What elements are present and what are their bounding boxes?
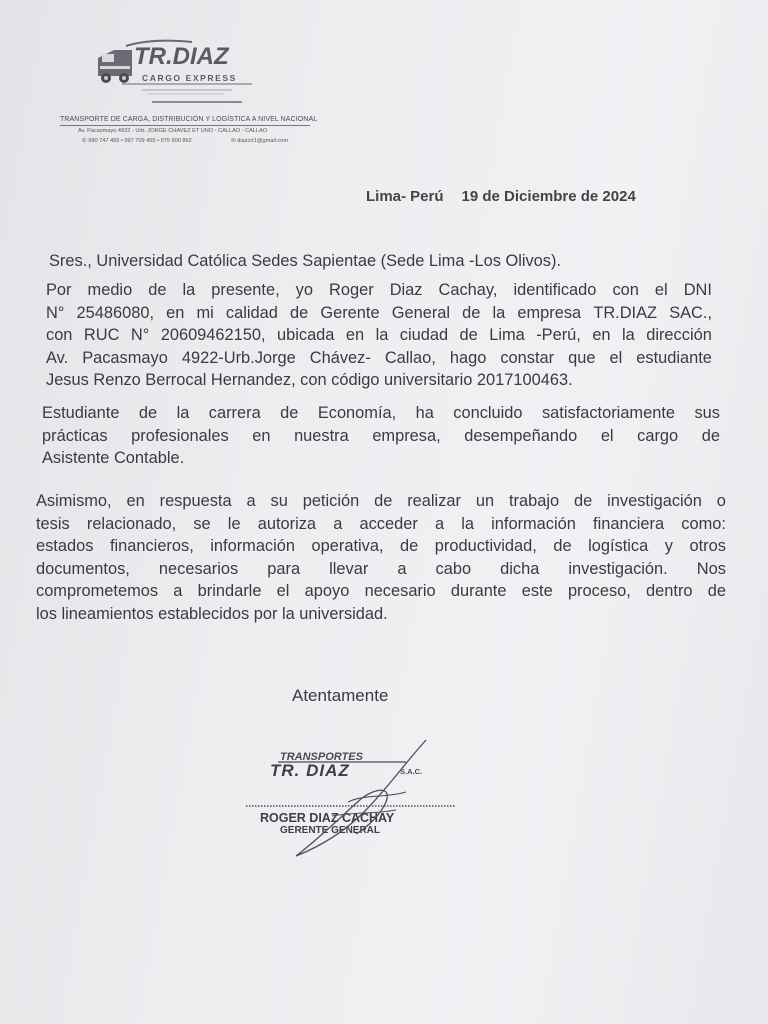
date-place: Lima- Perú	[366, 188, 444, 205]
word: la	[492, 303, 506, 322]
word: como:	[681, 514, 726, 533]
word: carrera	[208, 404, 261, 422]
word: estudiante	[636, 348, 712, 367]
word: 25486080,	[76, 303, 155, 322]
word: el	[609, 348, 623, 367]
word: de	[280, 404, 299, 422]
word: de	[290, 303, 309, 322]
word: cabo	[435, 559, 472, 578]
word: de	[701, 426, 720, 445]
word: y	[664, 537, 673, 555]
word: a	[434, 514, 445, 533]
word: empresa,	[372, 426, 441, 445]
text-line	[42, 425, 720, 448]
letterhead-email: ✉ diazcrt1@gmail.com	[231, 138, 289, 144]
word: en	[592, 326, 611, 344]
letterhead-phones: ✆ 990 747 455 • 997 709 455 • 975 900 862	[82, 138, 192, 144]
word: empresa	[517, 303, 582, 322]
word: identificado	[513, 281, 597, 299]
stamp-company-name: TR. DIAZ	[270, 761, 350, 780]
word: para	[267, 559, 301, 578]
word: otros	[689, 537, 726, 555]
word: su	[270, 492, 288, 510]
word: comprometemos	[36, 582, 159, 600]
letterhead-divider	[60, 125, 310, 126]
word: yo	[295, 281, 313, 299]
word: logística	[588, 537, 649, 555]
word: relacionado,	[86, 514, 177, 533]
paragraph-authorization	[36, 490, 726, 625]
word: sus	[694, 404, 720, 422]
word: trabajo	[508, 492, 560, 510]
word: llevar	[329, 559, 369, 578]
word: ha	[415, 404, 434, 422]
word: financieros,	[109, 537, 194, 555]
word: el	[654, 281, 668, 299]
word: Pacasmayo	[82, 348, 168, 367]
signature-stamp	[236, 732, 476, 862]
salutation: Sres., Universidad Católica Sedes Sapientae (Sede Lima -Los Olivos).	[49, 252, 561, 270]
word: a	[246, 492, 256, 510]
text-line	[36, 580, 726, 603]
text-line: Asistente Contable.	[42, 449, 185, 467]
word: Gerente	[320, 303, 380, 322]
word: hago	[449, 348, 487, 367]
word: este	[521, 582, 553, 600]
word: presente,	[211, 281, 280, 299]
text-line: Jesus Renzo Berrocal Hernandez, con código universitario 2017100463.	[46, 371, 573, 389]
word: la	[622, 326, 635, 344]
text-line	[42, 402, 720, 425]
word: que	[568, 348, 596, 367]
word: Chávez-	[309, 348, 371, 367]
word: de	[138, 404, 158, 422]
word: TR.DIAZ	[593, 303, 658, 322]
word: o	[716, 492, 726, 510]
word: N°	[130, 326, 150, 344]
word: le	[227, 514, 241, 533]
word: realizar	[407, 492, 461, 510]
word: de	[553, 537, 572, 555]
word: productividad,	[434, 537, 537, 555]
text-line: los lineamientos establecidos por la universidad.	[36, 604, 388, 623]
word: necesarios	[158, 559, 239, 578]
word: investigación.	[568, 559, 668, 578]
text-line	[46, 279, 712, 302]
word: el	[600, 426, 614, 445]
word: General	[391, 303, 451, 322]
word: 4922-Urb.Jorge	[181, 348, 296, 367]
word: proceso,	[567, 582, 631, 600]
text-line	[36, 490, 726, 513]
word: durante	[450, 582, 507, 600]
word: autoriza	[257, 514, 317, 533]
word: concluido	[453, 404, 523, 422]
text-line	[46, 302, 712, 325]
paragraph-introduction	[46, 279, 712, 392]
text-line	[36, 535, 726, 558]
text-line	[36, 513, 726, 536]
stamp-company-line: TRANSPORTES	[280, 751, 363, 763]
signer-name: ROGER DIAZ CACHAY	[260, 811, 395, 825]
email-icon: ✉	[231, 138, 238, 144]
word: SAC.,	[669, 303, 712, 322]
date-value: 19 de Diciembre de 2024	[461, 188, 636, 205]
word: el	[276, 582, 290, 600]
word: Callao,	[384, 348, 436, 367]
word: dirección	[646, 326, 712, 344]
word: investigación	[607, 492, 702, 510]
word: de	[459, 326, 478, 344]
word: acceder	[359, 514, 418, 533]
word: satisfactoriamente	[541, 404, 675, 422]
paragraph-internship	[42, 402, 720, 470]
word: Asimismo,	[36, 492, 112, 510]
word: apoyo	[304, 582, 350, 600]
word: cargo	[637, 426, 679, 445]
word: profesionales	[131, 426, 229, 445]
word: calidad	[225, 303, 278, 322]
word: la	[176, 404, 190, 422]
word: Av.	[46, 348, 69, 367]
word: un	[475, 492, 495, 510]
word: de	[374, 492, 393, 510]
text-line	[36, 558, 726, 581]
closing-remark: Atentamente	[292, 686, 389, 705]
word: necesario	[364, 582, 436, 600]
word: en	[166, 303, 185, 322]
word: tesis	[36, 514, 70, 533]
word: información	[210, 537, 296, 555]
word: de	[462, 303, 481, 322]
word: a	[333, 514, 343, 533]
word: Lima	[489, 326, 525, 344]
word: Diaz	[389, 281, 423, 299]
word: medio	[87, 281, 133, 299]
word: en	[126, 492, 145, 510]
text-line	[46, 324, 712, 347]
word: ubicada	[277, 326, 335, 344]
word: nuestra	[294, 426, 349, 445]
word: de	[574, 492, 593, 510]
date-line	[366, 188, 636, 205]
word: Estudiante	[42, 404, 120, 422]
word: la	[461, 514, 474, 533]
phone-icon: ✆	[82, 138, 89, 144]
word: dicha	[500, 559, 540, 578]
signer-title: GERENTE GENERAL	[280, 825, 381, 836]
word: de	[148, 281, 167, 299]
word: prácticas	[42, 426, 108, 445]
stamp-company-suffix: S.A.C.	[400, 767, 423, 776]
word: de	[707, 582, 726, 600]
word: Economía,	[317, 404, 397, 422]
word: la	[375, 326, 389, 344]
word: Roger	[329, 281, 374, 299]
logo-text: TR.DIAZ	[134, 43, 229, 70]
letterhead-tagline: TRANSPORTE DE CARGA, DISTRIBUCIÓN Y LOGÍSTICA A NIVEL NACIONAL	[60, 116, 318, 123]
word: información	[491, 514, 576, 533]
word: respuesta	[159, 492, 232, 510]
word: ciudad	[399, 326, 449, 344]
company-logo	[92, 36, 262, 108]
word: se	[193, 514, 211, 533]
word: documentos,	[36, 559, 130, 578]
word: desempeñando	[464, 426, 578, 445]
text-line	[46, 347, 712, 370]
word: operativa,	[311, 537, 384, 555]
word: a	[173, 582, 183, 600]
word: la	[182, 281, 196, 299]
word: a	[397, 559, 407, 578]
word: RUC	[83, 326, 120, 344]
word: financiera	[593, 514, 665, 533]
word: Por	[46, 281, 72, 299]
word: brindarle	[197, 582, 262, 600]
word: Cachay,	[438, 281, 498, 299]
logo-subtitle: CARGO EXPRESS	[142, 73, 237, 83]
word: mi	[196, 303, 214, 322]
word: constar	[500, 348, 555, 367]
word: con	[612, 281, 639, 299]
truck-icon	[98, 50, 132, 83]
word: con	[46, 326, 73, 344]
word: en	[252, 426, 271, 445]
word: estados	[36, 537, 94, 555]
word: petición	[302, 492, 360, 510]
word: N°	[46, 303, 65, 322]
word: DNI	[683, 281, 712, 299]
word: en	[345, 326, 365, 344]
word: de	[400, 537, 419, 555]
word: Nos	[696, 559, 726, 578]
word: 20609462150,	[160, 326, 266, 344]
word: dentro	[646, 582, 693, 600]
letterhead-address: Av. Pacasmayo 4922 - Urb. JORGE CHAVEZ ET UNO - CALLAO - CALLAO	[78, 128, 268, 134]
word: -Perú,	[536, 326, 581, 344]
